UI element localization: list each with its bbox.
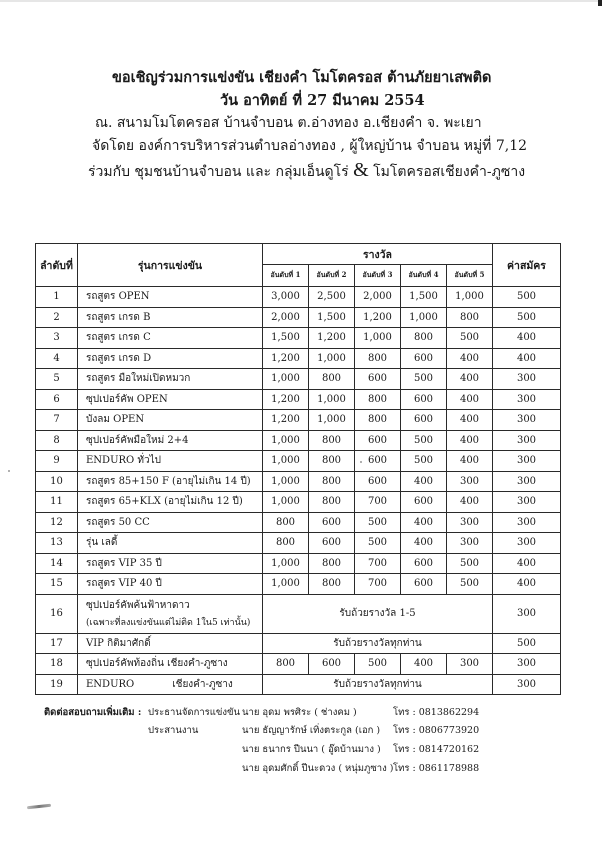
entry-fee: 500	[493, 287, 561, 308]
prize-2: 1,000	[309, 410, 355, 431]
prize-4: 600	[401, 389, 447, 410]
table-row-13	[36, 533, 561, 554]
table-row-8	[36, 430, 561, 451]
class-name	[78, 594, 263, 633]
prize-3: 500	[355, 654, 401, 675]
table-row-12	[36, 512, 561, 533]
table-row-2	[36, 307, 561, 328]
class-name-sub: เชียงคำ-ภูซาง	[172, 678, 233, 690]
prize-1: 2,000	[263, 307, 309, 328]
table-row-19	[36, 674, 561, 695]
prize-table	[35, 243, 561, 695]
contact-phone-2: โทร : 0806773920	[393, 725, 480, 736]
prize-4: 600	[401, 574, 447, 595]
prize-3: 600	[355, 430, 401, 451]
prize-4: 1,000	[401, 307, 447, 328]
prize-4: 500	[401, 369, 447, 390]
class-name: รถสูตร เกรด D	[78, 348, 263, 369]
row-number: 14	[36, 553, 78, 574]
header-prize-2: อันดับที่ 2	[309, 265, 355, 287]
prize-merged: รับถ้วยรางวัลทุกท่าน	[263, 674, 493, 695]
prize-2: 800	[309, 471, 355, 492]
prize-5: 400	[447, 492, 493, 513]
row-number: 9	[36, 451, 78, 472]
scan-dot	[8, 470, 10, 472]
row-number: 3	[36, 328, 78, 349]
prize-1: 1,000	[263, 553, 309, 574]
table-row-3	[36, 328, 561, 349]
prize-2: 1,200	[309, 328, 355, 349]
row-number: 2	[36, 307, 78, 328]
row-number: 7	[36, 410, 78, 431]
header-prize-4: อันดับที่ 4	[401, 265, 447, 287]
table-row-11	[36, 492, 561, 513]
prize-5: 400	[447, 389, 493, 410]
prize-1: 1,200	[263, 389, 309, 410]
prize-5: 300	[447, 654, 493, 675]
event-date: วัน อาทิตย์ ที่ 27 มีนาคม 2554	[220, 92, 425, 109]
prize-2: 600	[309, 533, 355, 554]
prize-2: 1,000	[309, 348, 355, 369]
class-name: บังลม OPEN	[78, 410, 263, 431]
prize-3: 600	[355, 451, 401, 472]
class-name: ซุปเปอร์คัพมือใหม่ 2+4	[78, 430, 263, 451]
row-number: 16	[36, 594, 78, 633]
entry-fee: 300	[493, 674, 561, 695]
prize-5: 400	[447, 430, 493, 451]
row-number: 10	[36, 471, 78, 492]
event-partners	[88, 159, 525, 183]
prize-2: 800	[309, 492, 355, 513]
prize-1: 1,000	[263, 451, 309, 472]
class-name: รถสูตร 50 CC	[78, 512, 263, 533]
prize-3: 500	[355, 533, 401, 554]
prize-4: 400	[401, 654, 447, 675]
contact-label: ติดต่อสอบถามเพิ่มเติม :	[44, 707, 142, 718]
prize-3: 600	[355, 369, 401, 390]
prize-5: 1,000	[447, 287, 493, 308]
entry-fee: 300	[493, 512, 561, 533]
entry-fee: 500	[493, 633, 561, 654]
prize-1: 1,000	[263, 574, 309, 595]
entry-fee: 300	[493, 451, 561, 472]
prize-1: 1,200	[263, 410, 309, 431]
table-row-15	[36, 574, 561, 595]
event-venue: ณ. สนามโมโตครอส บ้านจำบอน ต.อ่างทอง อ.เชียงคำ จ. พะเยา	[95, 115, 482, 131]
prize-5: 400	[447, 369, 493, 390]
prize-5: 400	[447, 348, 493, 369]
prize-3: 800	[355, 389, 401, 410]
contact-phone-4: โทร : 0861178988	[393, 763, 480, 774]
prize-2: 800	[309, 430, 355, 451]
prize-2: 2,500	[309, 287, 355, 308]
prize-1: 800	[263, 654, 309, 675]
prize-2: 1,500	[309, 307, 355, 328]
prize-2: 800	[309, 451, 355, 472]
prize-5: 400	[447, 410, 493, 431]
table-row-1	[36, 287, 561, 308]
table-row-4	[36, 348, 561, 369]
row-number: 13	[36, 533, 78, 554]
header-prize-3: อันดับที่ 3	[355, 265, 401, 287]
invitation-title: ขอเชิญร่วมการแข่งขัน เชียงคำ โมโตครอส ต้านภัยยาเสพติด	[112, 69, 492, 86]
scan-top-edge	[0, 0, 602, 2]
row-number: 18	[36, 654, 78, 675]
prize-3: 700	[355, 574, 401, 595]
entry-fee: 400	[493, 553, 561, 574]
prize-3: 600	[355, 471, 401, 492]
scan-mark	[27, 804, 51, 809]
table-row-9	[36, 451, 561, 472]
entry-fee: 300	[493, 430, 561, 451]
table-row-7	[36, 410, 561, 431]
prize-3: 1,200	[355, 307, 401, 328]
prize-4: 600	[401, 410, 447, 431]
header-prize-1: อันดับที่ 1	[263, 265, 309, 287]
prize-1: 1,200	[263, 348, 309, 369]
prize-4: 500	[401, 451, 447, 472]
entry-fee: 300	[493, 594, 561, 633]
prize-4: 400	[401, 471, 447, 492]
entry-fee: 300	[493, 369, 561, 390]
prize-3: 800	[355, 348, 401, 369]
prize-4: 600	[401, 348, 447, 369]
entry-fee: 400	[493, 574, 561, 595]
prize-3: 1,000	[355, 328, 401, 349]
prize-1: 1,000	[263, 492, 309, 513]
entry-fee: 500	[493, 307, 561, 328]
prize-4: 1,500	[401, 287, 447, 308]
entry-fee: 400	[493, 328, 561, 349]
prize-5: 300	[447, 471, 493, 492]
table-row-18	[36, 654, 561, 675]
row-number: 11	[36, 492, 78, 513]
prize-3: 700	[355, 553, 401, 574]
prize-5: 500	[447, 574, 493, 595]
table-row-5	[36, 369, 561, 390]
prize-4: 400	[401, 533, 447, 554]
partners-part-a: ร่วมกับ ชุมชนบ้านจำบอน และ กลุ่มเอ็นดูโร่	[88, 164, 354, 180]
class-name-main: ENDURO	[86, 678, 135, 690]
prize-1: 800	[263, 512, 309, 533]
table-row-16	[36, 594, 561, 633]
row-number: 19	[36, 674, 78, 695]
scan-dot	[360, 461, 362, 463]
partners-part-b: โมโตครอสเชียงคำ-ภูซาง	[368, 164, 526, 180]
prize-2: 600	[309, 512, 355, 533]
header-class: รุ่นการแข่งขัน	[78, 244, 263, 287]
class-name: รถสูตร มือใหม่เปิดหมวก	[78, 369, 263, 390]
prize-5: 300	[447, 533, 493, 554]
prize-2: 600	[309, 654, 355, 675]
prize-1: 1,000	[263, 369, 309, 390]
row-number: 6	[36, 389, 78, 410]
row-number: 12	[36, 512, 78, 533]
prize-merged: รับถ้วยรางวัล 1-5	[263, 594, 493, 633]
prize-5: 400	[447, 451, 493, 472]
row-number: 17	[36, 633, 78, 654]
prize-4: 400	[401, 512, 447, 533]
contact-role-coordinator: ประสานงาน	[148, 725, 199, 736]
prize-2: 800	[309, 553, 355, 574]
table-row-14	[36, 553, 561, 574]
prize-1: 800	[263, 533, 309, 554]
contact-name-4: นาย อุดมศักดิ์ ปีนะดวง ( หนุ่มภูซาง )	[242, 763, 394, 774]
header-prize-group: รางวัล	[263, 244, 493, 265]
entry-fee: 300	[493, 492, 561, 513]
row-number: 15	[36, 574, 78, 595]
scan-corner-mark	[598, 0, 602, 6]
table-row-10	[36, 471, 561, 492]
class-name: ENDURO ทั่วไป	[78, 451, 263, 472]
prize-1: 3,000	[263, 287, 309, 308]
prize-2: 1,000	[309, 389, 355, 410]
contact-phone-3: โทร : 0814720162	[393, 744, 480, 755]
class-name: รถสูตร 85+150 F (อายุไม่เกิน 14 ปี)	[78, 471, 263, 492]
prize-4: 600	[401, 492, 447, 513]
entry-fee: 300	[493, 389, 561, 410]
prize-2: 800	[309, 369, 355, 390]
prize-4: 500	[401, 430, 447, 451]
contact-phone-1: โทร : 0813862294	[393, 707, 480, 718]
row-number: 1	[36, 287, 78, 308]
entry-fee: 400	[493, 348, 561, 369]
class-name: รถสูตร OPEN	[78, 287, 263, 308]
row-number: 4	[36, 348, 78, 369]
ampersand: &	[353, 159, 369, 181]
prize-3: 700	[355, 492, 401, 513]
prize-5: 500	[447, 328, 493, 349]
prize-4: 800	[401, 328, 447, 349]
row-number: 8	[36, 430, 78, 451]
contact-name-3: นาย ธนากร ปีนนา ( อู๊ดบ้านมาง )	[242, 744, 381, 755]
prize-2: 800	[309, 574, 355, 595]
prize-1: 1,500	[263, 328, 309, 349]
contact-role-chair: ประธานจัดการแข่งขัน	[148, 707, 241, 718]
prize-5: 300	[447, 512, 493, 533]
class-name: ซุปเปอร์คัพ OPEN	[78, 389, 263, 410]
event-organizer: จัดโดย องค์การบริหารส่วนตำบลอ่างทอง , ผู้ใหญ่บ้าน จำบอน หมู่ที่ 7,12	[92, 138, 528, 154]
prize-1: 1,000	[263, 430, 309, 451]
prize-merged: รับถ้วยรางวัลทุกท่าน	[263, 633, 493, 654]
class-name: รถสูตร เกรด C	[78, 328, 263, 349]
class-name: รถสูตร 65+KLX (อายุไม่เกิน 12 ปี)	[78, 492, 263, 513]
class-name-note: (เฉพาะที่ลงแข่งขันแต่ไม่ติด 1ใน5 เท่านั้น)	[86, 618, 251, 628]
entry-fee: 300	[493, 410, 561, 431]
header-fee: ค่าสมัคร	[493, 244, 561, 287]
class-name: รถสูตร เกรด B	[78, 307, 263, 328]
entry-fee: 300	[493, 471, 561, 492]
row-number: 5	[36, 369, 78, 390]
header-rank: ลำดับที่	[36, 244, 78, 287]
prize-1: 1,000	[263, 471, 309, 492]
entry-fee: 300	[493, 533, 561, 554]
contact-name-1: นาย อุดม พรศิระ ( ช่างคม )	[242, 707, 357, 718]
prize-3: 800	[355, 410, 401, 431]
prize-5: 500	[447, 553, 493, 574]
class-name: รุ่น เลดี้	[78, 533, 263, 554]
contact-name-2: นาย ธัญญารักษ์ เทิ่งตระกูล (เอก )	[242, 725, 381, 736]
class-name-main: ซุปเปอร์คัพค้นฟ้าหาดาว	[86, 600, 190, 611]
class-name	[78, 674, 263, 695]
prize-5: 800	[447, 307, 493, 328]
prize-3: 500	[355, 512, 401, 533]
table-row-17	[36, 633, 561, 654]
header-prize-5: อันดับที่ 5	[447, 265, 493, 287]
class-name: รถสูตร VIP 35 ปี	[78, 553, 263, 574]
class-name: VIP กิติมาศักดิ์	[78, 633, 263, 654]
table-row-6	[36, 389, 561, 410]
prize-4: 600	[401, 553, 447, 574]
prize-3: 2,000	[355, 287, 401, 308]
entry-fee: 300	[493, 654, 561, 675]
class-name: ซุปเปอร์คัพท้องถิ่น เชียงคำ-ภูซาง	[78, 654, 263, 675]
class-name: รถสูตร VIP 40 ปี	[78, 574, 263, 595]
